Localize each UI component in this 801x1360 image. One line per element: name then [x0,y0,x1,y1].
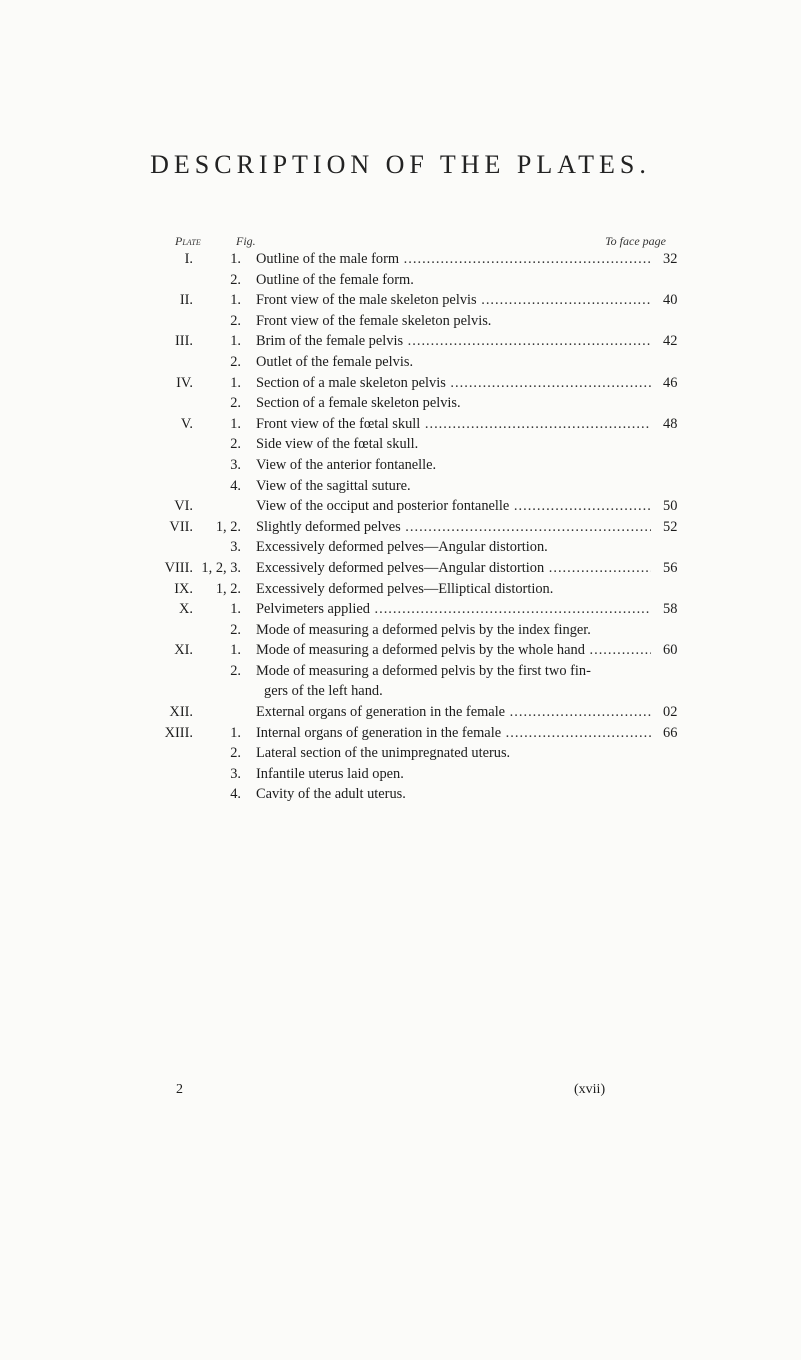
plate-entry [0,537,801,558]
figure-description: Brim of the female pelvis ..... [256,331,651,352]
page-reference: 60 [663,642,678,659]
figure-number: 1, 2. [215,580,241,597]
plate-number: I. [184,251,193,267]
plate-entry [0,352,801,373]
plate-number: V. [180,415,193,432]
figure-description: Slightly deformed pelves ..... [256,517,651,538]
plate-entry [0,249,801,270]
figure-number: 2. [230,745,241,762]
page-number: (xvii) [574,1082,606,1097]
plate-entry [0,764,801,785]
figure-description: Excessively deformed pelves—Elliptical distortion. [256,580,554,597]
figure-number: 1. [230,724,241,741]
figure-description-line: Mode of measuring a deformed pelvis by the first two fin- [256,662,591,679]
page-reference: 40 [663,292,678,309]
plate-entry [0,640,801,661]
plate-entry [0,599,801,620]
figure-number: 1, 2. [215,518,241,535]
plates-list [0,249,801,805]
column-header-page: To face page [605,234,666,248]
plate-entry [0,290,801,311]
figure-description: Front view of the fœtal skull ..... [256,414,651,435]
plate-number: IX. [174,580,193,597]
plate-entry [0,723,801,744]
figure-description: Section of a male skeleton pelvis ..... [256,373,651,394]
figure-description: Internal organs of generation in the female ..... [256,723,651,744]
figure-description: Outlet of the female pelvis. [256,353,414,370]
plate-entry [0,517,801,538]
figure-description: Mode of measuring a deformed pelvis by the index finger. [256,621,591,638]
figure-description: Infantile uterus laid open. [256,765,404,782]
plate-entry [0,311,801,332]
plate-number: II. [179,292,193,309]
figure-description-continuation: gers of the left hand. [264,683,383,700]
figure-number: 2. [230,312,241,329]
plate-number: VI. [174,498,193,515]
figure-number: 1, 2, 3. [201,559,241,576]
page-reference: 32 [663,251,678,267]
figure-number: 2. [230,436,241,453]
figure-number: 3. [230,456,241,473]
plate-entry [0,270,801,291]
page-reference: 02 [663,704,678,721]
plate-number: X. [179,601,193,618]
figure-description: External organs of generation in the female ..... [256,702,651,723]
figure-number: 1. [230,415,241,432]
page-reference: 48 [663,415,678,432]
plate-entry [0,331,801,352]
page-reference: 66 [663,724,678,741]
page-reference: 58 [663,601,678,618]
figure-description [256,661,651,702]
figure-number: 1. [230,251,241,267]
figure-description: Excessively deformed pelves—Angular distortion ..... [256,558,651,579]
figure-description: Lateral section of the unimpregnated uterus. [256,745,511,762]
figure-description: Excessively deformed pelves—Angular distortion. [256,539,548,556]
plate-entry [0,743,801,764]
plate-entry [0,373,801,394]
plate-entry [0,784,801,805]
figure-description: View of the occiput and posterior fontanelle ..... [256,496,651,517]
figure-number: 1. [230,292,241,309]
plate-entry [0,476,801,497]
figure-description: Side view of the fœtal skull. [256,436,419,453]
figure-description: Outline of the female form. [256,271,414,288]
page-reference: 52 [663,518,678,535]
figure-description: View of the sagittal suture. [256,477,411,494]
figure-number: 3. [230,539,241,556]
figure-description: Front view of the male skeleton pelvis ..... [256,290,651,311]
figure-number: 1. [230,333,241,350]
page-reference: 50 [663,498,678,515]
figure-number: 1. [230,601,241,618]
figure-description: Mode of measuring a deformed pelvis by the whole hand ..... [256,640,651,661]
figure-number: 2. [230,621,241,638]
plate-entry [0,496,801,517]
figure-description: Section of a female skeleton pelvis. [256,395,461,412]
page-reference: 56 [663,559,678,576]
plate-number: XI. [174,642,193,659]
figure-description: Front view of the female skeleton pelvis. [256,312,492,329]
figure-number: 1. [230,374,241,391]
figure-description: View of the anterior fontanelle. [256,456,437,473]
plate-entry [0,414,801,435]
column-header-fig: Fig. [236,234,256,248]
plate-entry [0,393,801,414]
figure-description: Outline of the male form ..... [256,249,651,270]
plate-number: XII. [169,704,193,721]
plate-entry [0,434,801,455]
plate-entry [0,579,801,600]
plate-entry [0,661,801,702]
page-reference: 42 [663,333,678,350]
figure-number: 2. [230,353,241,370]
plate-entry [0,558,801,579]
figure-number: 4. [230,786,241,803]
plate-entry [0,702,801,723]
page-title: DESCRIPTION OF THE PLATES. [150,150,651,179]
plate-number: VIII. [164,559,193,576]
figure-description: Pelvimeters applied ..... [256,599,651,620]
figure-number: 2. [230,662,241,679]
plate-entry [0,455,801,476]
figure-number: 2. [230,395,241,412]
plate-entry [0,620,801,641]
figure-number: 4. [230,477,241,494]
figure-number: 1. [230,642,241,659]
figure-number: 2. [230,271,241,288]
plate-number: XIII. [164,724,193,741]
plate-number: III. [175,333,193,350]
column-header-plate: Plate [175,234,201,248]
plate-number: IV. [176,374,193,391]
figure-description: Cavity of the adult uterus. [256,786,406,803]
signature-mark: 2 [176,1082,183,1097]
page-reference: 46 [663,374,678,391]
figure-number: 3. [230,765,241,782]
plate-number: VII. [169,518,193,535]
